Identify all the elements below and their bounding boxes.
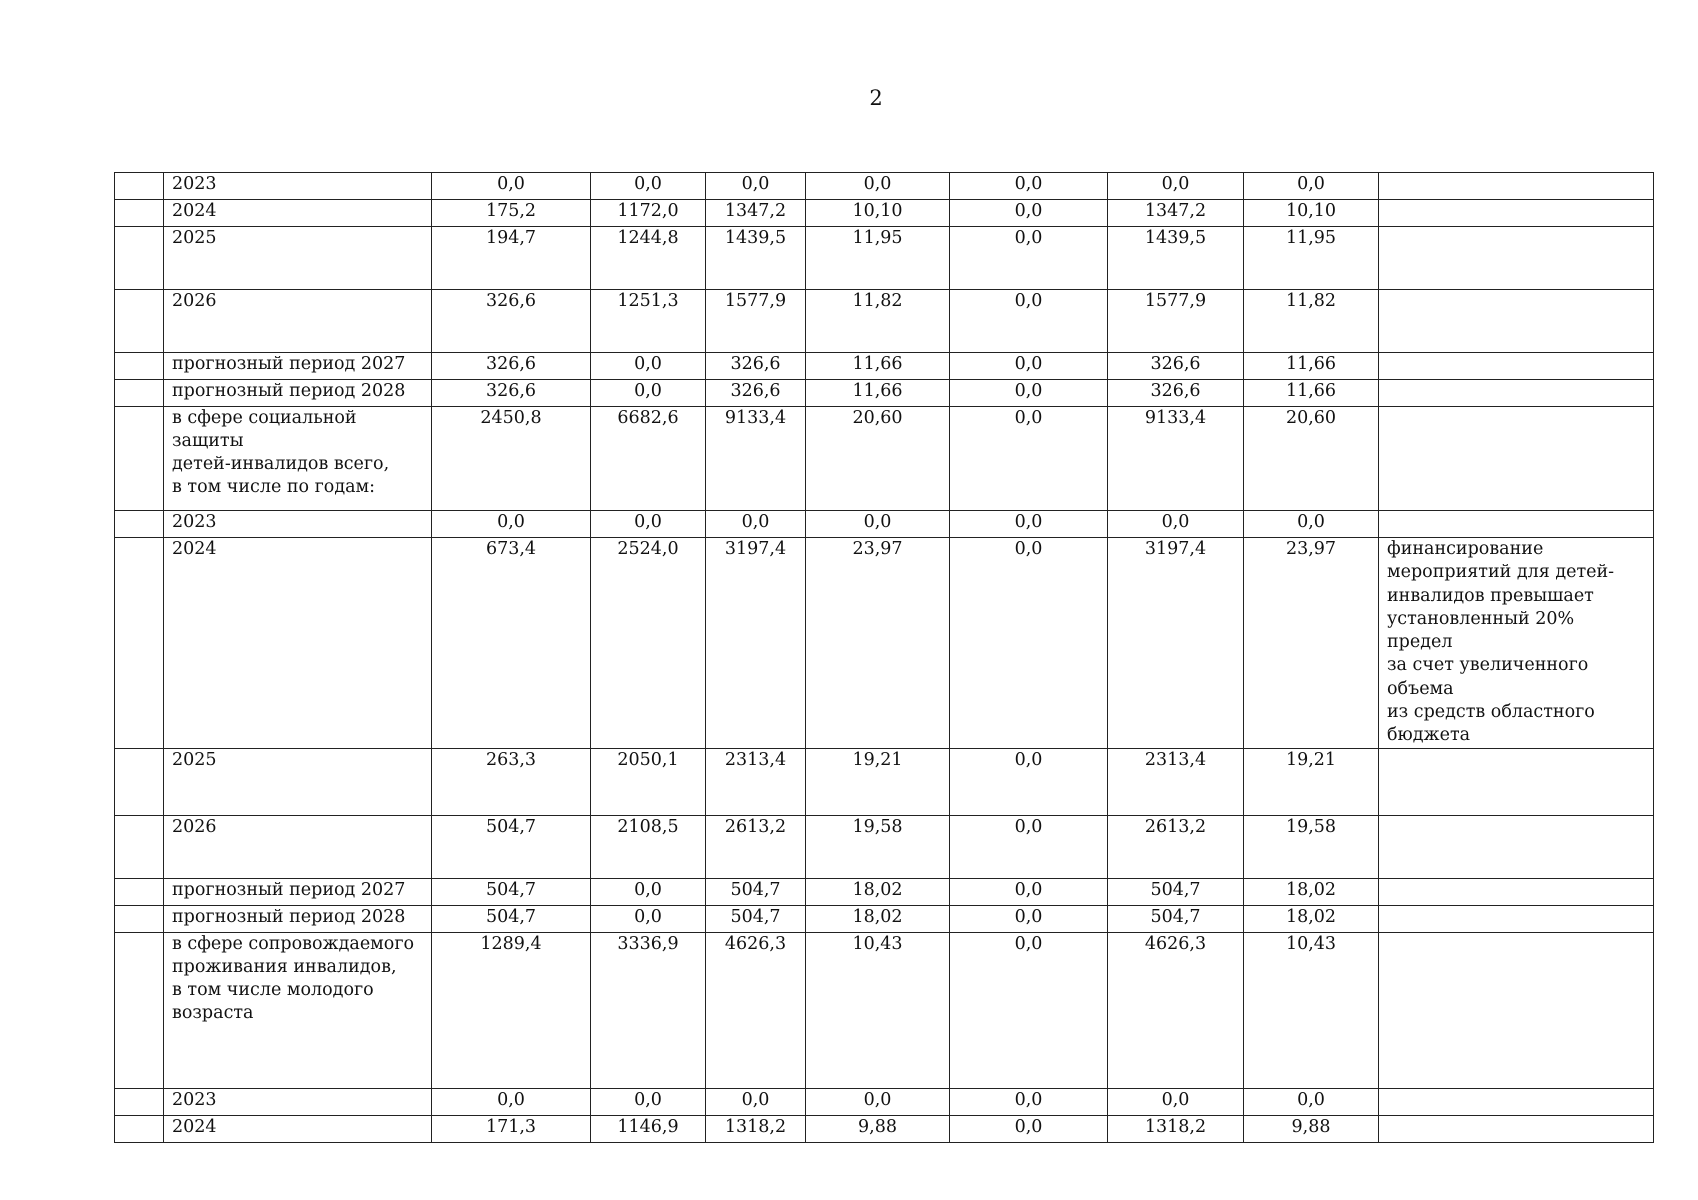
value-cell: 1289,4 [432, 932, 591, 1088]
row-label-cell [164, 932, 432, 1088]
note-cell [1379, 173, 1654, 200]
value-cell: 23,97 [806, 538, 950, 749]
row-label-line: 2026 [172, 291, 217, 311]
row-label-line: прогнозный период 2027 [172, 879, 406, 900]
value-cell: 3197,4 [706, 538, 806, 749]
note-line: мероприятий для детей- [1387, 562, 1615, 583]
value-cell: 1146,9 [591, 1115, 706, 1142]
row-label-cell [164, 227, 432, 290]
value-cell: 1439,5 [1108, 227, 1244, 290]
value-cell: 19,21 [1244, 748, 1379, 815]
table-row [115, 932, 1654, 1088]
row-label-cell [164, 1088, 432, 1115]
value-cell: 1577,9 [706, 290, 806, 353]
value-cell: 0,0 [1108, 511, 1244, 538]
row-label-cell [164, 1115, 432, 1142]
note-cell [1379, 407, 1654, 511]
value-cell: 0,0 [1244, 1088, 1379, 1115]
row-label-line: прогнозный период 2028 [172, 381, 406, 401]
value-cell: 0,0 [950, 1115, 1108, 1142]
value-cell: 0,0 [950, 815, 1108, 878]
row-index-cell [115, 748, 164, 815]
note-cell [1379, 353, 1654, 380]
value-cell: 20,60 [806, 407, 950, 511]
row-index-cell [115, 815, 164, 878]
value-cell: 1439,5 [706, 227, 806, 290]
value-cell: 2050,1 [591, 748, 706, 815]
value-cell: 0,0 [591, 353, 706, 380]
table-row [115, 227, 1654, 290]
row-index-cell [115, 1088, 164, 1115]
value-cell: 18,02 [1244, 878, 1379, 905]
value-cell: 0,0 [950, 878, 1108, 905]
row-label-cell [164, 538, 432, 749]
value-cell: 0,0 [706, 173, 806, 200]
row-label-line: 2025 [172, 749, 217, 770]
row-index-cell [115, 380, 164, 407]
value-cell: 0,0 [950, 353, 1108, 380]
value-cell: 504,7 [432, 878, 591, 905]
row-label-line: 2024 [172, 1116, 217, 1137]
row-label-line: 2023 [172, 1089, 217, 1110]
value-cell: 0,0 [432, 1088, 591, 1115]
value-cell: 2450,8 [432, 407, 591, 511]
table-row [115, 407, 1654, 511]
value-cell: 3336,9 [591, 932, 706, 1088]
row-label-cell [164, 407, 432, 511]
table-row [115, 353, 1654, 380]
value-cell: 1347,2 [1108, 200, 1244, 227]
value-cell: 11,82 [806, 290, 950, 353]
value-cell: 0,0 [806, 511, 950, 538]
value-cell: 171,3 [432, 1115, 591, 1142]
row-label-cell [164, 748, 432, 815]
table-row [115, 748, 1654, 815]
row-label-cell [164, 173, 432, 200]
budget-table [114, 172, 1654, 1143]
row-label-cell [164, 200, 432, 227]
value-cell: 18,02 [1244, 905, 1379, 932]
value-cell: 0,0 [950, 905, 1108, 932]
row-label-cell [164, 511, 432, 538]
value-cell: 0,0 [1244, 511, 1379, 538]
value-cell: 504,7 [1108, 905, 1244, 932]
row-label-cell [164, 905, 432, 932]
row-index-cell [115, 353, 164, 380]
row-index-cell [115, 932, 164, 1088]
value-cell: 0,0 [591, 380, 706, 407]
row-label-cell [164, 353, 432, 380]
value-cell: 19,21 [806, 748, 950, 815]
row-label-line: 2023 [172, 174, 217, 194]
value-cell: 10,10 [1244, 200, 1379, 227]
table-row [115, 878, 1654, 905]
note-cell [1379, 748, 1654, 815]
value-cell: 4626,3 [706, 932, 806, 1088]
value-cell: 504,7 [706, 905, 806, 932]
value-cell: 1244,8 [591, 227, 706, 290]
row-label-line: в сфере социальной защиты [172, 408, 357, 451]
table-row [115, 173, 1654, 200]
table-row [115, 815, 1654, 878]
value-cell: 2524,0 [591, 538, 706, 749]
value-cell: 11,95 [1244, 227, 1379, 290]
row-label-cell [164, 290, 432, 353]
note-line: инвалидов превышает [1387, 585, 1594, 606]
value-cell: 23,97 [1244, 538, 1379, 749]
row-index-cell [115, 1115, 164, 1142]
note-cell [1379, 538, 1654, 749]
value-cell: 0,0 [950, 748, 1108, 815]
value-cell: 2313,4 [1108, 748, 1244, 815]
value-cell: 0,0 [591, 878, 706, 905]
value-cell: 326,6 [432, 380, 591, 407]
value-cell: 0,0 [950, 511, 1108, 538]
row-label-cell [164, 380, 432, 407]
note-cell [1379, 227, 1654, 290]
row-label-line: в сфере сопровождаемого [172, 933, 415, 954]
note-line: установленный 20% предел [1387, 608, 1575, 653]
note-cell [1379, 815, 1654, 878]
value-cell: 0,0 [432, 511, 591, 538]
value-cell: 0,0 [950, 932, 1108, 1088]
table-row [115, 511, 1654, 538]
value-cell: 0,0 [806, 173, 950, 200]
value-cell: 0,0 [1108, 1088, 1244, 1115]
value-cell: 11,66 [806, 380, 950, 407]
value-cell: 10,10 [806, 200, 950, 227]
value-cell: 326,6 [706, 380, 806, 407]
value-cell: 10,43 [806, 932, 950, 1088]
row-label-line: 2024 [172, 201, 217, 221]
value-cell: 18,02 [806, 905, 950, 932]
row-label-line: прогнозный период 2028 [172, 906, 406, 927]
value-cell: 504,7 [432, 905, 591, 932]
note-line: из средств областного [1387, 702, 1595, 723]
note-cell [1379, 290, 1654, 353]
row-index-cell [115, 200, 164, 227]
row-label-cell [164, 878, 432, 905]
value-cell: 1318,2 [706, 1115, 806, 1142]
row-index-cell [115, 905, 164, 932]
value-cell: 0,0 [591, 173, 706, 200]
note-cell [1379, 1088, 1654, 1115]
note-cell [1379, 878, 1654, 905]
table-body [115, 173, 1654, 1143]
value-cell: 18,02 [806, 878, 950, 905]
table-row [115, 200, 1654, 227]
row-label-line: возраста [172, 1002, 254, 1023]
row-label-line: детей-инвалидов всего, [172, 454, 390, 474]
row-index-cell [115, 407, 164, 511]
value-cell: 1318,2 [1108, 1115, 1244, 1142]
row-index-cell [115, 173, 164, 200]
value-cell: 2313,4 [706, 748, 806, 815]
value-cell: 3197,4 [1108, 538, 1244, 749]
value-cell: 1577,9 [1108, 290, 1244, 353]
value-cell: 10,43 [1244, 932, 1379, 1088]
table-row [115, 380, 1654, 407]
row-label-line: проживания инвалидов, [172, 956, 397, 977]
value-cell: 6682,6 [591, 407, 706, 511]
value-cell: 20,60 [1244, 407, 1379, 511]
table-row [115, 905, 1654, 932]
value-cell: 2108,5 [591, 815, 706, 878]
page-number: 2 [869, 86, 883, 110]
value-cell: 1172,0 [591, 200, 706, 227]
value-cell: 326,6 [432, 290, 591, 353]
value-cell: 0,0 [950, 538, 1108, 749]
value-cell: 19,58 [806, 815, 950, 878]
row-label-cell [164, 815, 432, 878]
row-label-line: в том числе молодого [172, 979, 374, 1000]
value-cell: 0,0 [591, 1088, 706, 1115]
value-cell: 11,66 [1244, 380, 1379, 407]
value-cell: 9133,4 [1108, 407, 1244, 511]
row-label-line: 2024 [172, 539, 217, 559]
value-cell: 326,6 [432, 353, 591, 380]
value-cell: 0,0 [950, 1088, 1108, 1115]
value-cell: 1347,2 [706, 200, 806, 227]
value-cell: 504,7 [1108, 878, 1244, 905]
value-cell: 0,0 [950, 173, 1108, 200]
value-cell: 11,66 [806, 353, 950, 380]
value-cell: 1251,3 [591, 290, 706, 353]
table-row [115, 1115, 1654, 1142]
value-cell: 0,0 [706, 1088, 806, 1115]
table-row [115, 538, 1654, 749]
value-cell: 326,6 [1108, 353, 1244, 380]
value-cell: 0,0 [1244, 173, 1379, 200]
value-cell: 11,66 [1244, 353, 1379, 380]
value-cell: 326,6 [1108, 380, 1244, 407]
row-index-cell [115, 538, 164, 749]
value-cell: 0,0 [950, 200, 1108, 227]
row-label-line: в том числе по годам: [172, 477, 376, 497]
value-cell: 0,0 [591, 905, 706, 932]
note-line: бюджета [1387, 725, 1471, 746]
value-cell: 9,88 [1244, 1115, 1379, 1142]
value-cell: 0,0 [950, 407, 1108, 511]
row-index-cell [115, 290, 164, 353]
value-cell: 504,7 [432, 815, 591, 878]
row-index-cell [115, 227, 164, 290]
row-label-line: 2026 [172, 816, 217, 837]
note-cell [1379, 1115, 1654, 1142]
note-line: за счет увеличенного объема [1387, 655, 1589, 699]
value-cell: 0,0 [1108, 173, 1244, 200]
value-cell: 9133,4 [706, 407, 806, 511]
note-cell [1379, 511, 1654, 538]
note-cell [1379, 905, 1654, 932]
value-cell: 9,88 [806, 1115, 950, 1142]
row-index-cell [115, 878, 164, 905]
row-label-line: 2025 [172, 228, 217, 248]
note-cell [1379, 200, 1654, 227]
value-cell: 673,4 [432, 538, 591, 749]
value-cell: 194,7 [432, 227, 591, 290]
row-label-line: 2023 [172, 512, 217, 532]
table-row [115, 1088, 1654, 1115]
note-cell [1379, 380, 1654, 407]
value-cell: 0,0 [432, 173, 591, 200]
value-cell: 175,2 [432, 200, 591, 227]
value-cell: 11,82 [1244, 290, 1379, 353]
value-cell: 0,0 [950, 227, 1108, 290]
value-cell: 4626,3 [1108, 932, 1244, 1088]
note-cell [1379, 932, 1654, 1088]
value-cell: 19,58 [1244, 815, 1379, 878]
row-index-cell [115, 511, 164, 538]
value-cell: 11,95 [806, 227, 950, 290]
table-row [115, 290, 1654, 353]
value-cell: 263,3 [432, 748, 591, 815]
value-cell: 2613,2 [1108, 815, 1244, 878]
value-cell: 0,0 [591, 511, 706, 538]
value-cell: 504,7 [706, 878, 806, 905]
value-cell: 0,0 [706, 511, 806, 538]
value-cell: 326,6 [706, 353, 806, 380]
value-cell: 2613,2 [706, 815, 806, 878]
value-cell: 0,0 [806, 1088, 950, 1115]
note-line: финансирование [1387, 539, 1544, 559]
row-label-line: прогнозный период 2027 [172, 354, 406, 374]
value-cell: 0,0 [950, 380, 1108, 407]
value-cell: 0,0 [950, 290, 1108, 353]
